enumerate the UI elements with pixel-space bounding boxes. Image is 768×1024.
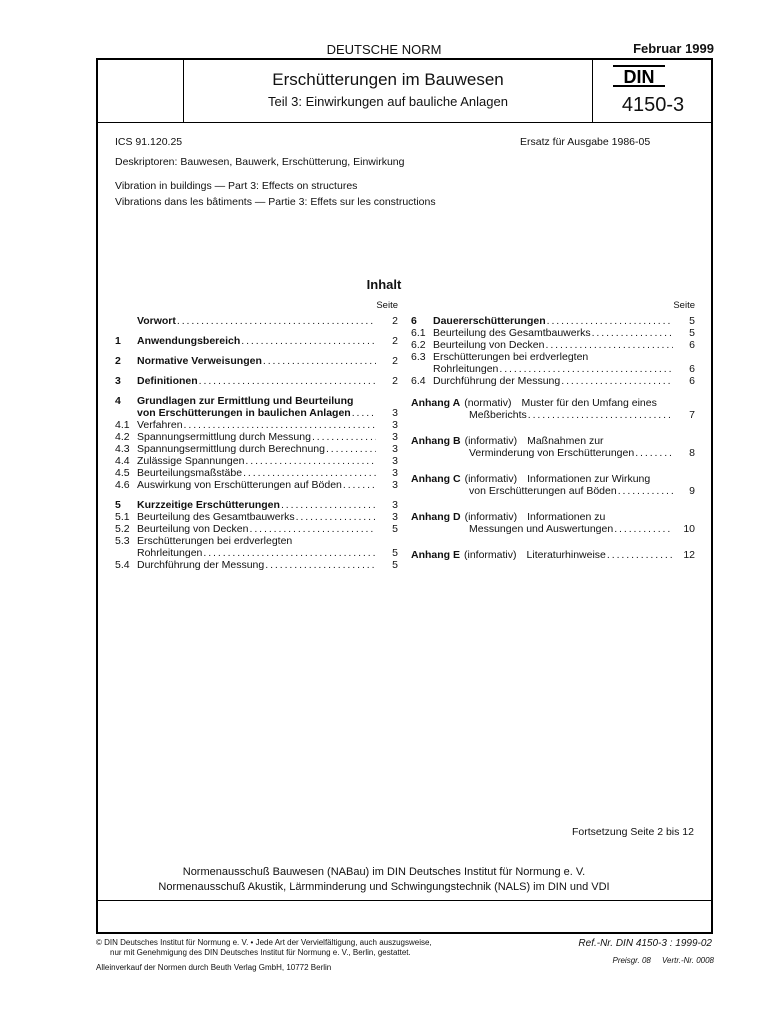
toc-entry-label: Beurteilungsmaßstäbe xyxy=(137,467,243,479)
toc-annex-line-2 xyxy=(411,409,695,421)
toc-leader-dots xyxy=(296,511,376,523)
toc-annex-key: Anhang C xyxy=(411,473,461,485)
toc-entry[interactable] xyxy=(115,511,398,523)
toc-entry-label: Spannungsermittlung durch Messung xyxy=(137,431,311,443)
toc-entry-page: 5 xyxy=(689,315,695,327)
toc-entry-page: 3 xyxy=(392,467,398,479)
toc-entry-title-line-1: Erschütterungen bei erdverlegten xyxy=(433,351,589,363)
toc-annex-page: 9 xyxy=(689,485,695,497)
toc-entry[interactable] xyxy=(411,363,695,375)
toc-leader-dots xyxy=(592,327,673,339)
toc-annex-title-line-1: Informationen zu xyxy=(527,511,606,523)
toc-heading: Inhalt xyxy=(366,277,402,292)
toc-leader-dots xyxy=(243,467,376,479)
toc-entry[interactable] xyxy=(115,559,398,571)
toc-entry-page: 5 xyxy=(689,327,695,339)
toc-entry-label: Definitionen xyxy=(137,375,198,387)
toc-entry[interactable] xyxy=(115,547,398,559)
distribution-notice: Alleinverkauf der Normen durch Beuth Verlag GmbH, 10772 Berlin xyxy=(96,963,332,972)
toc-annex-title xyxy=(469,523,673,535)
toc-leader-dots xyxy=(547,315,673,327)
reference-number: Ref.-Nr. DIN 4150-3 : 1999-02 xyxy=(578,938,712,949)
toc-entry-number: 5.1 xyxy=(115,511,130,523)
toc-annex-key: Anhang D xyxy=(411,511,461,523)
toc-annex-page: 8 xyxy=(689,447,695,459)
toc-annex-line-2 xyxy=(411,523,695,535)
toc-leader-dots xyxy=(343,479,376,491)
toc-entry[interactable] xyxy=(115,315,398,327)
toc-entry-title-line-1: Grundlagen zur Ermittlung und Beurteilung xyxy=(137,395,354,407)
toc-entry-title xyxy=(137,511,376,523)
toc-entry-number: 4 xyxy=(115,395,121,407)
din-logo xyxy=(612,64,666,88)
toc-leader-dots xyxy=(635,447,673,459)
toc-entry-page: 6 xyxy=(689,375,695,387)
toc-leader-dots xyxy=(245,455,376,467)
toc-entry-page: 5 xyxy=(392,547,398,559)
toc-annex-key: Anhang A xyxy=(411,397,461,409)
toc-entry[interactable] xyxy=(115,499,398,511)
committee-line-2: Normenausschuß Akustik, Lärmminderung und Schwingungstechnik (NALS) im DIN und VDI xyxy=(158,881,610,893)
price-group: Preisgr. 08 Vertr.-Nr. 0008 xyxy=(612,956,714,965)
toc-entry[interactable] xyxy=(411,339,695,351)
toc-entry-number: 4.1 xyxy=(115,419,130,431)
toc-leader-dots xyxy=(499,363,673,375)
toc-entry[interactable] xyxy=(115,419,398,431)
toc-entry-page: 3 xyxy=(392,511,398,523)
toc-entry-line xyxy=(115,395,398,407)
toc-annex-key: Anhang B xyxy=(411,435,461,447)
toc-entry-title xyxy=(137,547,376,559)
toc-entry-number: 6 xyxy=(411,315,417,327)
toc-annex-line-1 xyxy=(411,397,695,409)
toc-entry[interactable] xyxy=(115,467,398,479)
toc-leader-dots xyxy=(614,523,673,535)
toc-entry-label: Durchführung der Messung xyxy=(137,559,265,571)
toc-leader-dots xyxy=(312,431,376,443)
toc-annex-title-line-2: Messungen und Auswertungen xyxy=(469,523,614,535)
toc-entry-title xyxy=(433,327,673,339)
seite-label: Seite xyxy=(376,300,398,311)
toc-leader-dots xyxy=(263,355,376,367)
toc-annex-title-line-1: Muster für den Umfang eines xyxy=(521,397,657,409)
toc-entry-number: 1 xyxy=(115,335,121,347)
toc-entry[interactable] xyxy=(115,335,398,347)
toc-left-column xyxy=(115,300,398,571)
toc-entry-page: 5 xyxy=(392,523,398,535)
toc-annex-category: (normativ) xyxy=(464,397,512,409)
toc-entry-title-line-1: Erschütterungen bei erdverlegten xyxy=(137,535,293,547)
toc-entry-title xyxy=(433,363,673,375)
toc-annex-title-line-1: Maßnahmen zur xyxy=(527,435,604,447)
toc-entry-number: 2 xyxy=(115,355,121,367)
toc-entry-number: 3 xyxy=(115,375,121,387)
toc-annex-line-1 xyxy=(411,549,695,561)
toc-annex-title xyxy=(469,447,673,459)
toc-entry-number: 4.3 xyxy=(115,443,130,455)
toc-annex-title xyxy=(527,549,673,561)
toc-entry-number: 4.5 xyxy=(115,467,130,479)
toc-entry-title xyxy=(433,375,673,387)
toc-leader-dots xyxy=(265,559,376,571)
toc-entry-number: 5.4 xyxy=(115,559,130,571)
committee-line-1: Normenausschuß Bauwesen (NABau) im DIN Deutsches Institut für Normung e. V. xyxy=(182,866,586,878)
replacement-note: Ersatz für Ausgabe 1986-05 xyxy=(520,136,651,148)
toc-entry-label: Verfahren xyxy=(137,419,183,431)
toc-entry-title xyxy=(137,375,376,387)
toc-annex-entry[interactable] xyxy=(411,549,695,561)
toc-entry-title xyxy=(433,339,673,351)
toc-entry-label: Rohrleitungen xyxy=(137,547,203,559)
toc-entry-page: 2 xyxy=(392,335,398,347)
toc-annex-page: 12 xyxy=(683,549,695,561)
descriptors: Deskriptoren: Bauwesen, Bauwerk, Erschütterung, Einwirkung xyxy=(115,156,405,168)
toc-annex-entries xyxy=(411,397,695,561)
toc-entry-number: 4.6 xyxy=(115,479,130,491)
toc-left-entries xyxy=(115,315,398,571)
toc-annex-category: (informativ) xyxy=(464,511,518,523)
toc-annex-entry[interactable] xyxy=(411,435,695,459)
toc-entry[interactable] xyxy=(115,455,398,467)
toc-entry-title xyxy=(137,479,376,491)
toc-entry-label: Zulässige Spannungen xyxy=(137,455,245,467)
toc-entry[interactable] xyxy=(411,315,695,327)
toc-entry-page: 2 xyxy=(392,375,398,387)
toc-annex-entry[interactable] xyxy=(411,511,695,535)
toc-entry[interactable] xyxy=(115,523,398,535)
title-divider-left xyxy=(183,58,184,122)
toc-entry[interactable] xyxy=(115,479,398,491)
copyright-line-2: nur mit Genehmigung des DIN Deutsches Institut für Normung e. V., Berlin, gestattet. xyxy=(110,948,411,957)
toc-entry-title xyxy=(137,559,376,571)
toc-annex-title xyxy=(469,485,673,497)
toc-entry[interactable] xyxy=(115,443,398,455)
toc-right-column xyxy=(411,300,695,561)
toc-entry-page: 3 xyxy=(392,455,398,467)
copyright-notice xyxy=(96,938,432,958)
footer-rule xyxy=(96,900,713,901)
title-english: Vibration in buildings — Part 3: Effects on structures xyxy=(115,180,358,192)
din-number: 4150-3 xyxy=(621,94,685,116)
toc-entry-title xyxy=(137,499,376,511)
toc-leader-dots xyxy=(326,443,376,455)
toc-entry-page: 2 xyxy=(392,315,398,327)
toc-entry-page: 3 xyxy=(392,431,398,443)
toc-annex-entry[interactable] xyxy=(411,473,695,497)
toc-entry-number: 6.3 xyxy=(411,351,426,363)
toc-leader-dots xyxy=(528,409,673,421)
toc-entry-title xyxy=(137,419,376,431)
toc-entry[interactable] xyxy=(115,407,398,419)
toc-entry-title xyxy=(433,315,673,327)
toc-entry-title xyxy=(137,443,376,455)
toc-entry-page: 2 xyxy=(392,355,398,367)
toc-leader-dots xyxy=(203,547,376,559)
toc-leader-dots xyxy=(199,375,376,387)
toc-entry-label: von Erschütterungen in baulichen Anlagen xyxy=(137,407,351,419)
toc-entry-page: 3 xyxy=(392,499,398,511)
toc-leader-dots xyxy=(281,499,376,511)
toc-entry-title xyxy=(137,523,376,535)
toc-annex-title-line-2: Verminderung von Erschütterungen xyxy=(469,447,635,459)
toc-entry-title xyxy=(137,455,376,467)
toc-annex-title-line-2: Meßberichts xyxy=(469,409,527,421)
toc-leader-dots xyxy=(561,375,673,387)
toc-annex-line-1 xyxy=(411,435,695,447)
toc-entry-label: Kurzzeitige Erschütterungen xyxy=(137,499,280,511)
header-date: Februar 1999 xyxy=(633,41,714,56)
toc-entry-page: 3 xyxy=(392,443,398,455)
copyright-line-1: © DIN Deutsches Institut für Normung e. V. • Jede Art der Vervielfältigung, auch auszugsweise, xyxy=(96,938,432,947)
toc-entry-page: 6 xyxy=(689,363,695,375)
toc-entry-label: Beurteilung von Decken xyxy=(137,523,249,535)
toc-leader-dots xyxy=(250,523,377,535)
document-title: Erschütterungen im Bauwesen xyxy=(272,70,504,89)
toc-entry[interactable] xyxy=(411,327,695,339)
toc-annex-title-line-2: von Erschütterungen auf Böden xyxy=(469,485,617,497)
toc-entry-page: 3 xyxy=(392,407,398,419)
toc-entry-line xyxy=(115,535,398,547)
toc-entry-page: 3 xyxy=(392,419,398,431)
toc-annex-line-1 xyxy=(411,511,695,523)
toc-entry-label: Vorwort xyxy=(137,315,176,327)
toc-entry-title xyxy=(137,355,376,367)
toc-entry-label: Dauererschütterungen xyxy=(433,315,546,327)
toc-entry-number: 5.3 xyxy=(115,535,130,547)
toc-right-entries xyxy=(411,315,695,387)
toc-entry-label: Beurteilung von Decken xyxy=(433,339,545,351)
toc-entry-title xyxy=(137,467,376,479)
toc-entry-label: Auswirkung von Erschütterungen auf Böden xyxy=(137,479,342,491)
toc-entry-number: 6.1 xyxy=(411,327,426,339)
toc-annex-category: (informativ) xyxy=(464,473,518,485)
toc-entry-page: 5 xyxy=(392,559,398,571)
toc-entry[interactable] xyxy=(411,375,695,387)
toc-annex-page: 10 xyxy=(683,523,695,535)
title-french: Vibrations dans les bâtiments — Partie 3: Effets sur les constructions xyxy=(115,196,436,208)
toc-entry-label: Rohrleitungen xyxy=(433,363,499,375)
ics-code: ICS 91.120.25 xyxy=(115,136,183,148)
toc-entry-number: 4.4 xyxy=(115,455,130,467)
seite-label: Seite xyxy=(673,300,695,311)
svg-text:DIN: DIN xyxy=(623,67,655,87)
toc-entry-label: Beurteilung des Gesamtbauwerks xyxy=(433,327,591,339)
toc-entry-label: Beurteilung des Gesamtbauwerks xyxy=(137,511,295,523)
toc-entry-page: 6 xyxy=(689,339,695,351)
toc-leader-dots xyxy=(618,485,673,497)
toc-annex-title-line-1: Informationen zur Wirkung xyxy=(527,473,651,485)
toc-annex-title-line-2: Literaturhinweise xyxy=(526,549,606,561)
toc-entry-number: 5 xyxy=(115,499,121,511)
toc-entry-label: Anwendungsbereich xyxy=(137,335,241,347)
toc-entry[interactable] xyxy=(115,375,398,387)
toc-entry-line xyxy=(411,351,695,363)
toc-entry-label: Durchführung der Messung xyxy=(433,375,561,387)
toc-leader-dots xyxy=(546,339,674,351)
toc-annex-key: Anhang E xyxy=(411,549,460,561)
toc-entry-page: 3 xyxy=(392,479,398,491)
header-norm-label: DEUTSCHE NORM xyxy=(326,42,442,57)
toc-entry-title xyxy=(137,315,376,327)
toc-annex-category: (informativ) xyxy=(464,435,518,447)
toc-annex-title xyxy=(469,409,673,421)
toc-leader-dots xyxy=(352,407,376,419)
toc-entry-title xyxy=(137,335,376,347)
toc-entry-number: 6.4 xyxy=(411,375,426,387)
toc-annex-category: (informativ) xyxy=(464,549,517,561)
toc-entry-number: 5.2 xyxy=(115,523,130,535)
toc-entry-label: Normative Verweisungen xyxy=(137,355,262,367)
toc-leader-dots xyxy=(177,315,376,327)
document-subtitle: Teil 3: Einwirkungen auf bauliche Anlagen xyxy=(268,94,508,109)
toc-entry-label: Spannungsermittlung durch Berechnung xyxy=(137,443,325,455)
toc-annex-line-2 xyxy=(411,447,695,459)
toc-entry[interactable] xyxy=(115,355,398,367)
toc-entry-title xyxy=(137,431,376,443)
toc-entry-number: 6.2 xyxy=(411,339,426,351)
toc-leader-dots xyxy=(184,419,376,431)
toc-annex-page: 7 xyxy=(689,409,695,421)
toc-annex-line-1 xyxy=(411,473,695,485)
toc-annex-line-2 xyxy=(411,485,695,497)
toc-leader-dots xyxy=(607,549,673,561)
toc-annex-entry[interactable] xyxy=(411,397,695,421)
toc-entry-title xyxy=(137,407,376,419)
toc-entry[interactable] xyxy=(115,431,398,443)
toc-leader-dots xyxy=(241,335,376,347)
toc-entry-number: 4.2 xyxy=(115,431,130,443)
continuation-note: Fortsetzung Seite 2 bis 12 xyxy=(572,826,694,838)
